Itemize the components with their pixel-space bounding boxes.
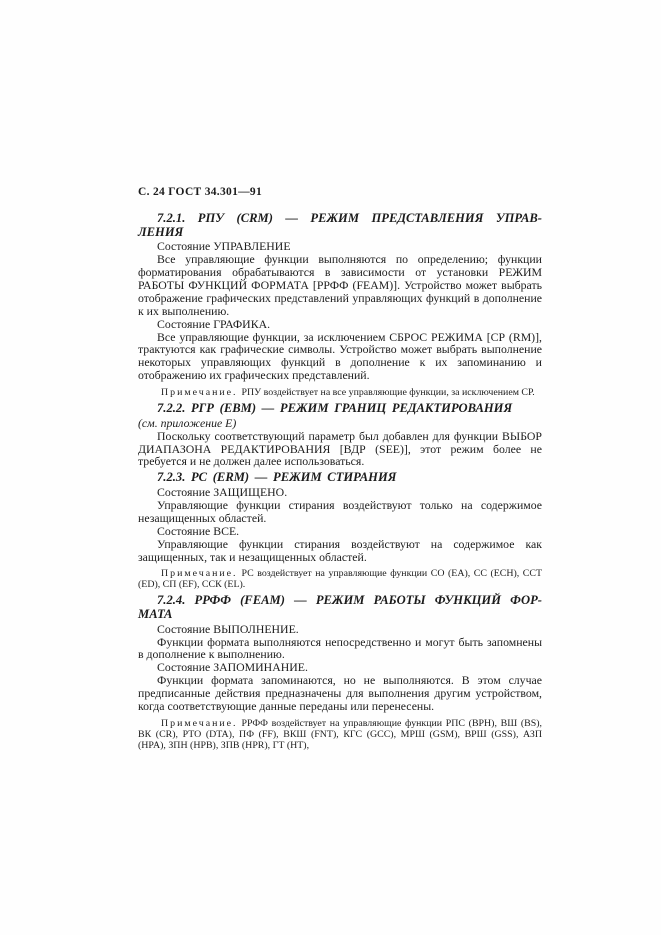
note bbox=[138, 568, 542, 590]
section-heading-7-2-4: 7.2.4. РРФФ (FEAM) — РЕЖИМ РАБОТЫ ФУНКЦИЙ ФОР-МАТА bbox=[138, 593, 542, 621]
paragraph: Все управляющие функции выполняются по определению; функции форматирования обрабатываются в зависимости от установки РЕЖИМ РАБОТЫ ФУНКЦИЙ ФОРМАТА [РРФФ (FEAM)]. Устройство может выбрать отображение графических представлений управляющих функций в дополнение к их выполнению. bbox=[138, 252, 542, 318]
note-label: Примечание. bbox=[161, 387, 238, 399]
paragraph: Все управляющие функции, за исключением СБРОС РЕЖИМА [СР (RM)], трактуются как графические символы. Устройство может выбрать выполнение некоторых управляющих функций в дополнение к их запоминанию и отображению их графических представлений. bbox=[138, 329, 542, 383]
section-heading-7-2-3: 7.2.3. РС (ERM) — РЕЖИМ СТИРАНИЯ bbox=[157, 470, 397, 485]
note bbox=[138, 387, 542, 398]
note-text: РПУ воздействует на все управляющие функции, за исключением СР. bbox=[241, 387, 535, 399]
state-line: Состояние ГРАФИКА. bbox=[157, 316, 271, 331]
paragraph: Управляющие функции стирания воздействуют на содержимое как защищенных, так и незащищенных областей. bbox=[138, 536, 542, 564]
section-heading-7-2-1: 7.2.1. РПУ (CRM) — РЕЖИМ ПРЕДСТАВЛЕНИЯ УПРАВ-ЛЕНИЯ bbox=[138, 211, 542, 239]
note-text: РС воздействует на управляющие функции СО (EA), СС (ECH), ССТ (ED), СП (EF), ССК (EL). bbox=[138, 568, 542, 591]
paragraph: Функции формата выполняются непосредственно и могут быть запомнены в дополнение к выполнению. bbox=[138, 634, 542, 662]
paragraph: Поскольку соответствующий параметр был добавлен для функции ВЫБОР ДИАПАЗОНА РЕДАКТИРОВАНИЯ [ВДР (SEE)], этот режим более не требуется и не должен далее использоваться. bbox=[138, 428, 542, 469]
state-line: Состояние ЗАПОМИНАНИЕ. bbox=[157, 660, 308, 675]
text-column bbox=[138, 186, 542, 755]
paragraph: Функции формата запоминаются, но не выполняются. В этом случае предписанные действия предназначены для выполнения другим устройством, когда соответствующие данные переданы или перенесены. bbox=[138, 673, 542, 714]
state-line: Состояние ВСЕ. bbox=[157, 523, 240, 538]
state-line: Состояние ВЫПОЛНЕНИЕ. bbox=[157, 621, 299, 636]
paragraph: Управляющие функции стирания воздействуют только на содержимое незащищенных областей. bbox=[138, 497, 542, 525]
state-line: Состояние УПРАВЛЕНИЕ bbox=[157, 239, 291, 254]
note-label: Примечание. bbox=[161, 568, 238, 580]
note-text: РРФФ воздействует на управляющие функции РПС (BPH), ВШ (BS), ВК (CR), РТО (DTA), ПФ (FF), ВКШ (FNT), КГС (GCC), МРШ (GSM), ВРШ (GSS), АЗП (HPA), ЗПН (HPB), ЗПВ (HPR), ГТ (HT), bbox=[138, 717, 542, 751]
section-heading-subtitle: (см. приложение Е) bbox=[138, 415, 237, 430]
state-line: Состояние ЗАЩИЩЕНО. bbox=[157, 484, 288, 499]
page-header: С. 24 ГОСТ 34.301—91 bbox=[138, 186, 263, 198]
note bbox=[138, 718, 542, 751]
note-label: Примечание. bbox=[161, 717, 238, 729]
section-heading-7-2-2: 7.2.2. РГР (EBM) — РЕЖИМ ГРАНИЦ РЕДАКТИРОВАНИЯ bbox=[157, 401, 513, 416]
